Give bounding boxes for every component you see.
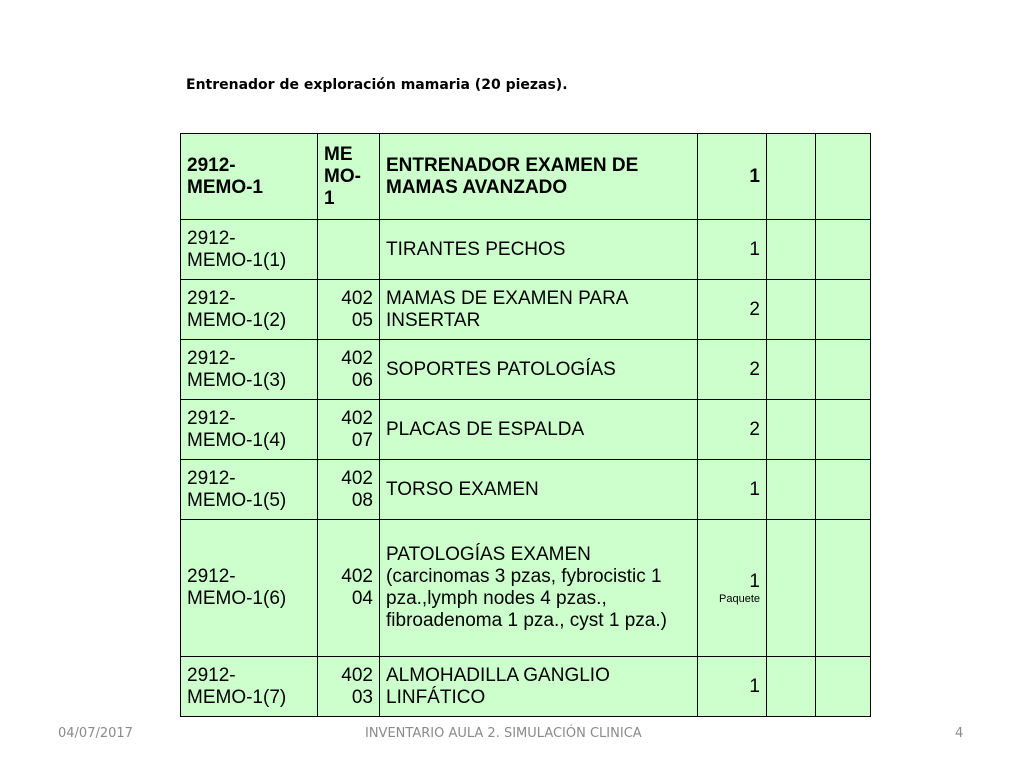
table-row: [181, 520, 871, 657]
quantity-value: 1: [749, 165, 760, 187]
table-row: [181, 400, 871, 460]
code-cell: 2912- MEMO-1(2): [181, 280, 318, 340]
quantity-cell: [698, 520, 767, 657]
ref-cell: [318, 220, 380, 280]
code-cell: 2912- MEMO-1(7): [181, 657, 318, 717]
description-cell: TORSO EXAMEN: [380, 460, 698, 520]
code-cell: 2912- MEMO-1: [181, 134, 318, 220]
page-number: 4: [955, 726, 964, 741]
check-cell: [767, 220, 816, 280]
table-row: [181, 340, 871, 400]
check-cell: [767, 280, 816, 340]
quantity-cell: [698, 657, 767, 717]
check-cell: [816, 657, 871, 717]
check-cell: [767, 340, 816, 400]
code-cell: 2912- MEMO-1(3): [181, 340, 318, 400]
ref-cell: 402 08: [318, 460, 380, 520]
quantity-cell: [698, 400, 767, 460]
table-row: [181, 657, 871, 717]
code-cell: 2912- MEMO-1(5): [181, 460, 318, 520]
check-cell: [816, 134, 871, 220]
check-cell: [816, 460, 871, 520]
quantity-cell: [698, 220, 767, 280]
ref-cell: 402 04: [318, 520, 380, 657]
check-cell: [767, 520, 816, 657]
check-cell: [816, 280, 871, 340]
table-row: [181, 280, 871, 340]
quantity-cell: [698, 460, 767, 520]
quantity-value: 1: [749, 478, 760, 500]
check-cell: [767, 460, 816, 520]
check-cell: [767, 400, 816, 460]
quantity-value: 2: [749, 298, 760, 320]
description-cell: ENTRENADOR EXAMEN DE MAMAS AVANZADO: [380, 134, 698, 220]
code-cell: 2912- MEMO-1(1): [181, 220, 318, 280]
slide-title: Entrenador de exploración mamaria (20 piezas).: [186, 77, 568, 93]
quantity-cell: [698, 340, 767, 400]
description-cell: PATOLOGÍAS EXAMEN (carcinomas 3 pzas, fybrocistic 1 pza.,lymph nodes 4 pzas., fibroadenoma 1 pza., cyst 1 pza.): [380, 520, 698, 657]
description-cell: MAMAS DE EXAMEN PARA INSERTAR: [380, 280, 698, 340]
ref-cell: 402 06: [318, 340, 380, 400]
quantity-value: 1: [749, 675, 760, 697]
ref-cell: 402 03: [318, 657, 380, 717]
footer-date: 04/07/2017: [58, 726, 133, 741]
table-row: [181, 460, 871, 520]
quantity-cell: [698, 280, 767, 340]
ref-cell: 402 05: [318, 280, 380, 340]
ref-cell: ME MO- 1: [318, 134, 380, 220]
code-cell: 2912- MEMO-1(4): [181, 400, 318, 460]
check-cell: [816, 520, 871, 657]
ref-cell: 402 07: [318, 400, 380, 460]
footer-title: INVENTARIO AULA 2. SIMULACIÓN CLINICA: [365, 726, 642, 741]
description-cell: PLACAS DE ESPALDA: [380, 400, 698, 460]
check-cell: [816, 400, 871, 460]
quantity-value: 2: [749, 418, 760, 440]
description-cell: ALMOHADILLA GANGLIO LINFÁTICO: [380, 657, 698, 717]
inventory-table: [180, 133, 871, 717]
check-cell: [767, 134, 816, 220]
quantity-value: 1: [749, 570, 760, 592]
description-cell: SOPORTES PATOLOGÍAS: [380, 340, 698, 400]
table-row: [181, 220, 871, 280]
table-row: [181, 134, 871, 220]
description-cell: TIRANTES PECHOS: [380, 220, 698, 280]
check-cell: [816, 340, 871, 400]
check-cell: [816, 220, 871, 280]
quantity-value: 2: [749, 358, 760, 380]
quantity-note: Paquete: [719, 592, 760, 605]
quantity-value: 1: [749, 238, 760, 260]
code-cell: 2912- MEMO-1(6): [181, 520, 318, 657]
quantity-cell: [698, 134, 767, 220]
check-cell: [767, 657, 816, 717]
